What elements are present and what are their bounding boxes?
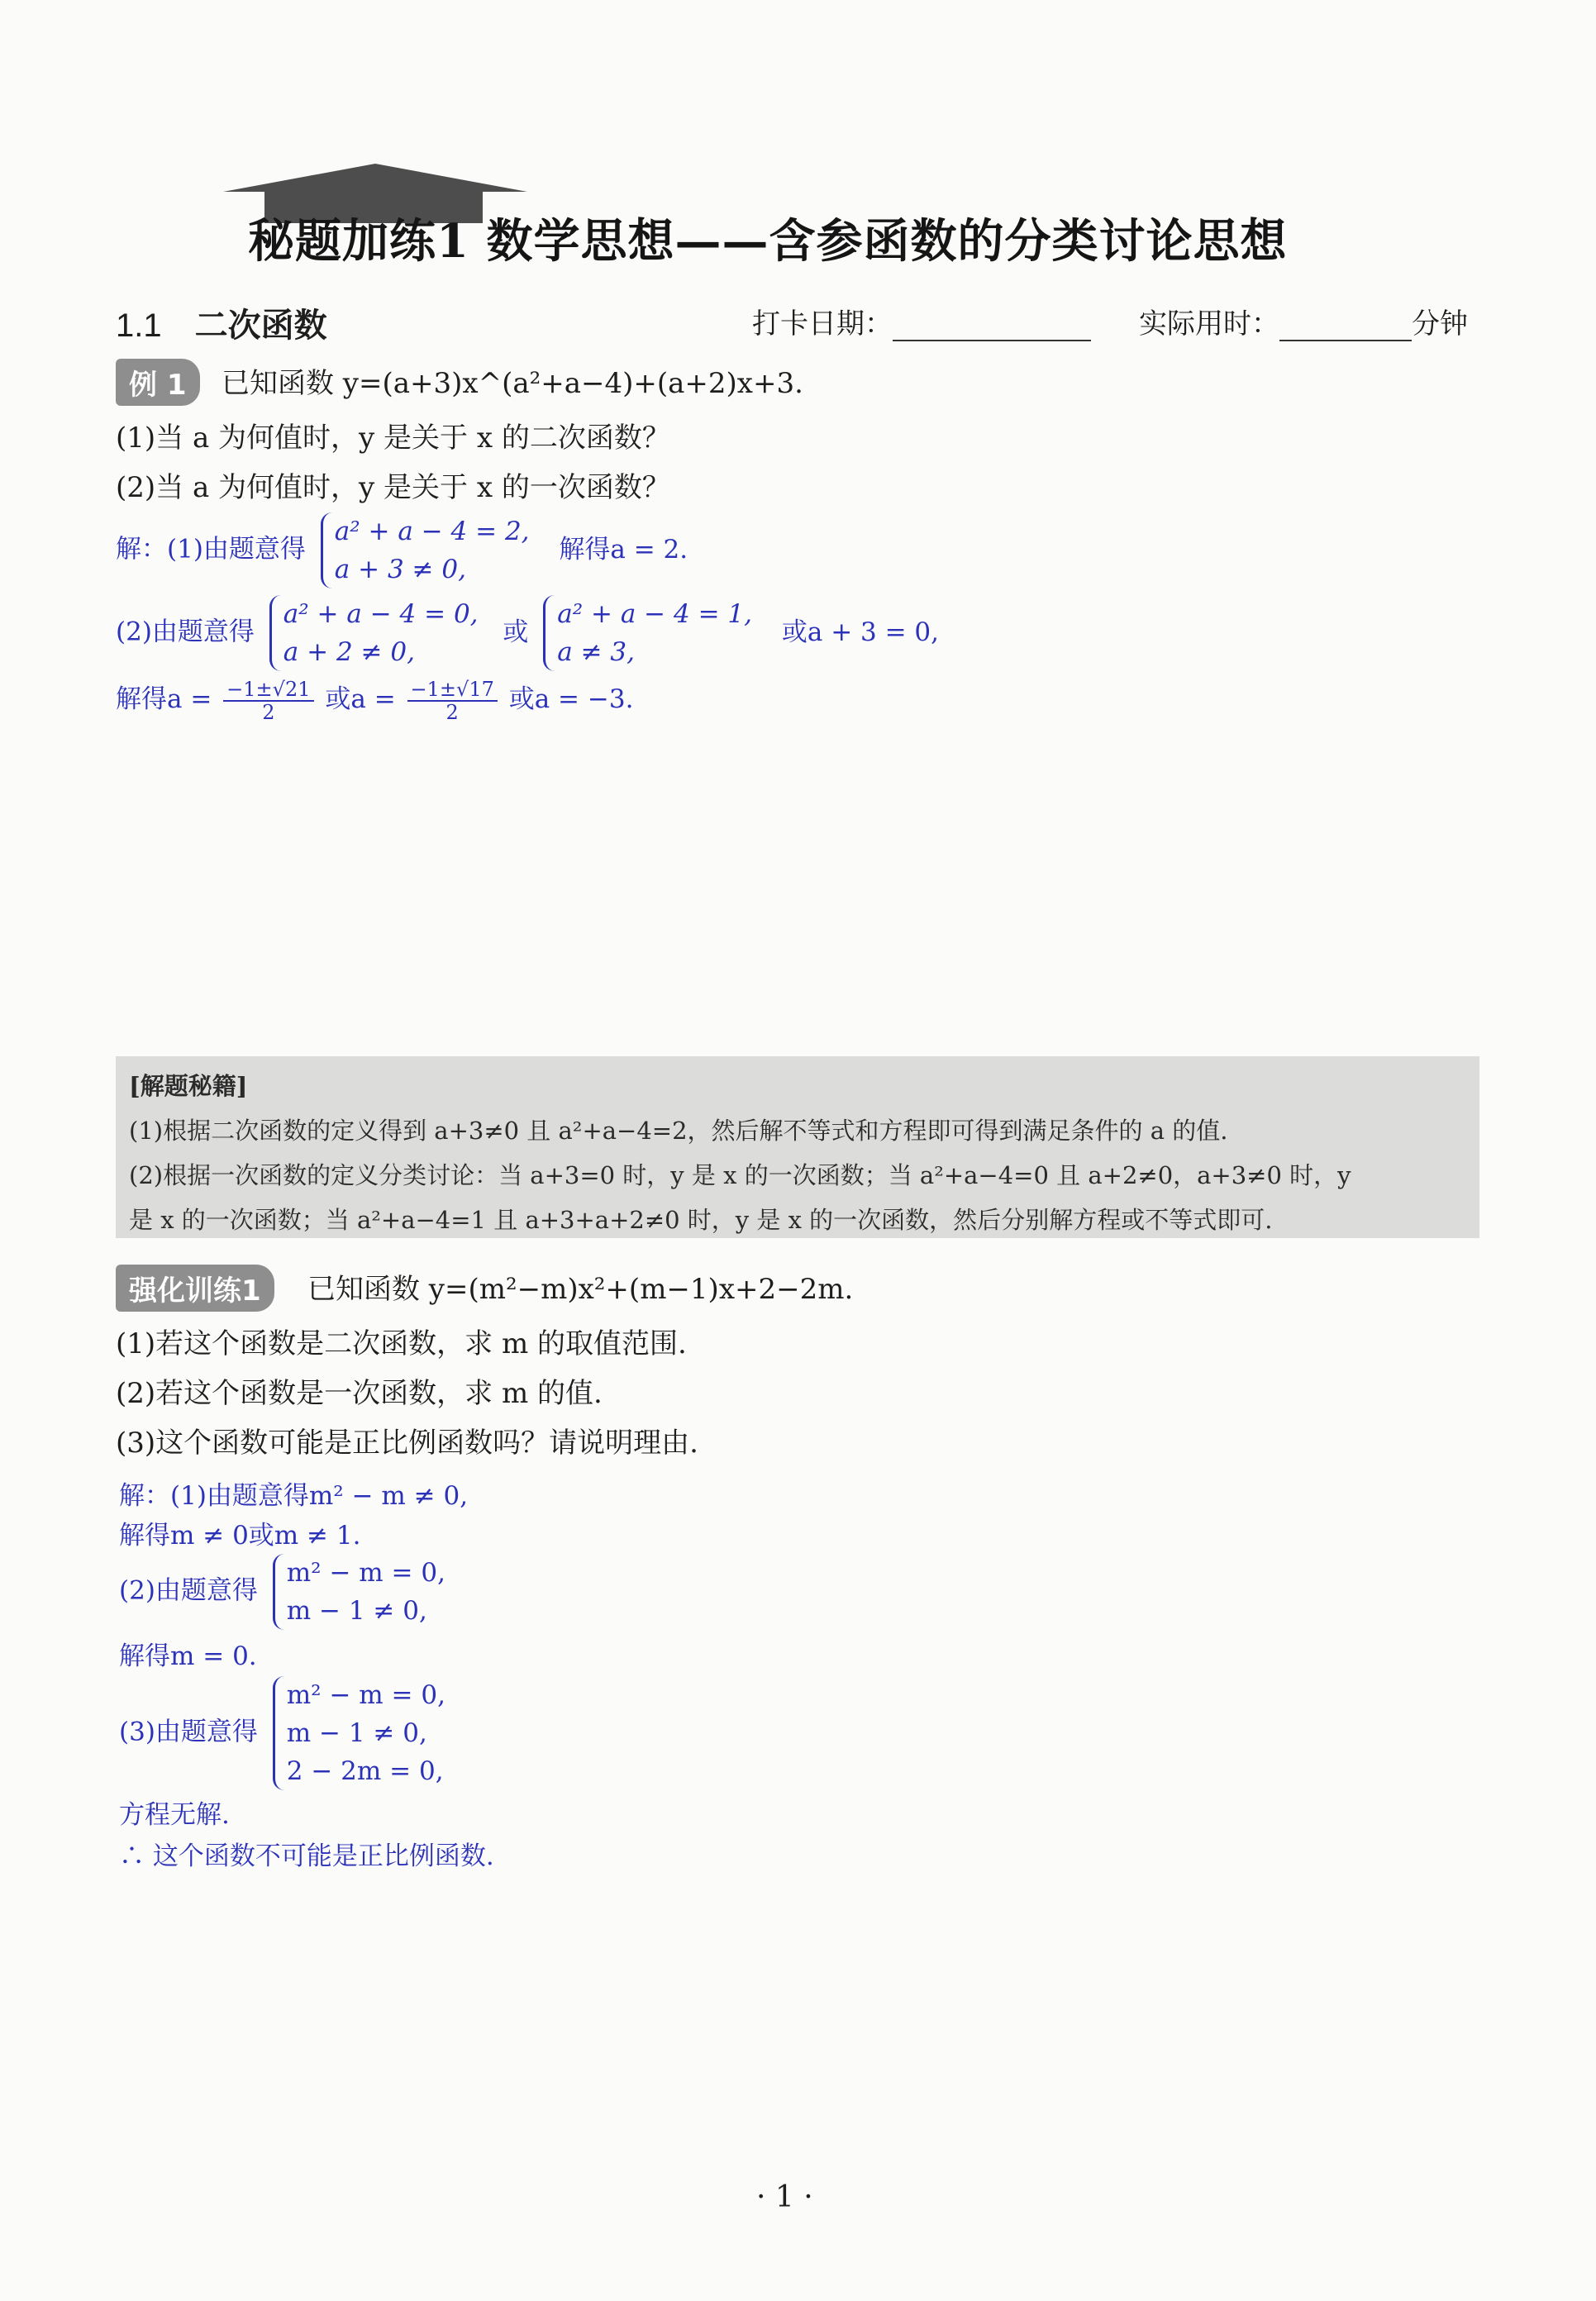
sol2-or2: 或a + 3 = 0,	[781, 617, 940, 647]
training-tag: 强化训练1	[116, 1265, 274, 1312]
sol2-eq1: a² + a − 4 = 0,	[283, 599, 479, 629]
fraction-1-numerator: −1±√21	[223, 679, 313, 702]
section-name: 二次函数	[194, 306, 327, 345]
date-blank	[893, 340, 1091, 341]
s3-lead: (2)由题意得	[119, 1575, 258, 1606]
checkin-unit: 分钟	[1412, 307, 1468, 341]
sol2-system-a	[269, 595, 479, 671]
example-solution-1	[116, 512, 688, 588]
tips-line-2: (2)根据一次函数的定义分类讨论：当 a+3=0 时，y 是 x 的一次函数；当 a²+a−4=0 且 a+2≠0，a+3≠0 时，y	[129, 1161, 1351, 1189]
sol1-eq2: a + 3 ≠ 0,	[334, 555, 466, 584]
s3-system	[273, 1554, 445, 1630]
graduation-cap-icon	[223, 164, 527, 192]
fraction-1	[223, 679, 313, 723]
sol2-result-lead: 解得a =	[116, 684, 212, 714]
checkin-time	[1139, 301, 1468, 341]
section-heading	[116, 299, 327, 346]
training-question-1: (1)若这个函数是二次函数，求 m 的取值范围.	[116, 1327, 687, 1360]
sol2-eq3: a² + a − 4 = 1,	[557, 599, 752, 629]
example-question-2: (2)当 a 为何值时，y 是关于 x 的一次函数？	[116, 471, 670, 504]
sol2-eq2: a + 2 ≠ 0,	[283, 637, 415, 667]
sol1-lead: 解：(1)由题意得	[116, 534, 306, 565]
fraction-2	[407, 679, 498, 723]
example-question-1: (1)当 a 为何值时，y 是关于 x 的二次函数？	[116, 422, 670, 455]
page-number: · 1 ·	[756, 2180, 813, 2214]
example-solution-2-result	[116, 678, 633, 723]
sol1-result: 解得a = 2.	[559, 534, 688, 565]
training-solution-2	[119, 1554, 450, 1630]
sol2-or: 或	[503, 617, 529, 647]
training-question-2: (2)若这个函数是一次函数，求 m 的值.	[116, 1377, 603, 1410]
training-question-3: (3)这个函数可能是正比例函数吗？请说明理由.	[116, 1427, 698, 1460]
sol2-system-b	[543, 595, 752, 671]
sol2-eq4: a ≠ 3,	[557, 637, 635, 667]
tips-line-3: 是 x 的一次函数；当 a²+a−4=1 且 a+3+a+2≠0 时，y 是 x 的一次函数，然后分别解方程或不等式即可.	[129, 1206, 1273, 1234]
training-conclusion: ∴ 这个函数不可能是正比例函数.	[119, 1841, 494, 1871]
s3-eq1: m² − m = 0,	[286, 1558, 445, 1588]
training-solution-2-result: 解得m = 0.	[119, 1641, 257, 1671]
checkin-date	[752, 301, 1091, 341]
page-title: 秘题加练1 数学思想——含参函数的分类讨论思想	[248, 214, 1288, 269]
training-solution-1-result: 解得m ≠ 0或m ≠ 1.	[119, 1521, 361, 1551]
s3-eq2: m − 1 ≠ 0,	[286, 1596, 427, 1626]
tips-line-1: (1)根据二次函数的定义得到 a+3≠0 且 a²+a−4=2，然后解不等式和方程即可得到满足条件的 a 的值.	[129, 1117, 1228, 1145]
sol2-mid: 或a =	[325, 684, 396, 714]
tips-heading: [解题秘籍]	[129, 1072, 248, 1100]
example-tag: 例 1	[116, 359, 200, 406]
sol1-eq1: a² + a − 4 = 2,	[334, 517, 530, 546]
training-stem: 已知函数 y=(m²−m)x²+(m−1)x+2−2m.	[307, 1273, 854, 1306]
s5-lead: (3)由题意得	[119, 1717, 258, 1747]
training-solution-3	[119, 1676, 450, 1790]
training-solution-3-note: 方程无解.	[119, 1800, 230, 1830]
s5-eq2: m − 1 ≠ 0,	[286, 1718, 427, 1748]
checkin-time-label: 实际用时：	[1139, 307, 1279, 341]
fraction-2-numerator: −1±√17	[407, 679, 498, 702]
s5-eq3: 2 − 2m = 0,	[286, 1756, 444, 1786]
sol2-lead: (2)由题意得	[116, 617, 255, 647]
example-solution-2	[116, 595, 939, 671]
sol2-end: 或a = −3.	[508, 684, 634, 714]
section-number: 1.1	[116, 307, 162, 344]
fraction-2-denominator: 2	[445, 700, 459, 724]
checkin-date-label: 打卡日期：	[752, 307, 893, 341]
s5-eq1: m² − m = 0,	[286, 1680, 445, 1710]
sol1-system	[321, 512, 530, 588]
training-solution-1: 解：(1)由题意得m² − m ≠ 0,	[119, 1481, 469, 1511]
time-blank	[1279, 340, 1412, 341]
fraction-1-denominator: 2	[262, 700, 275, 724]
example-stem: 已知函数 y=(a+3)x^(a²+a−4)+(a+2)x+3.	[222, 367, 803, 400]
s5-system	[273, 1676, 445, 1790]
